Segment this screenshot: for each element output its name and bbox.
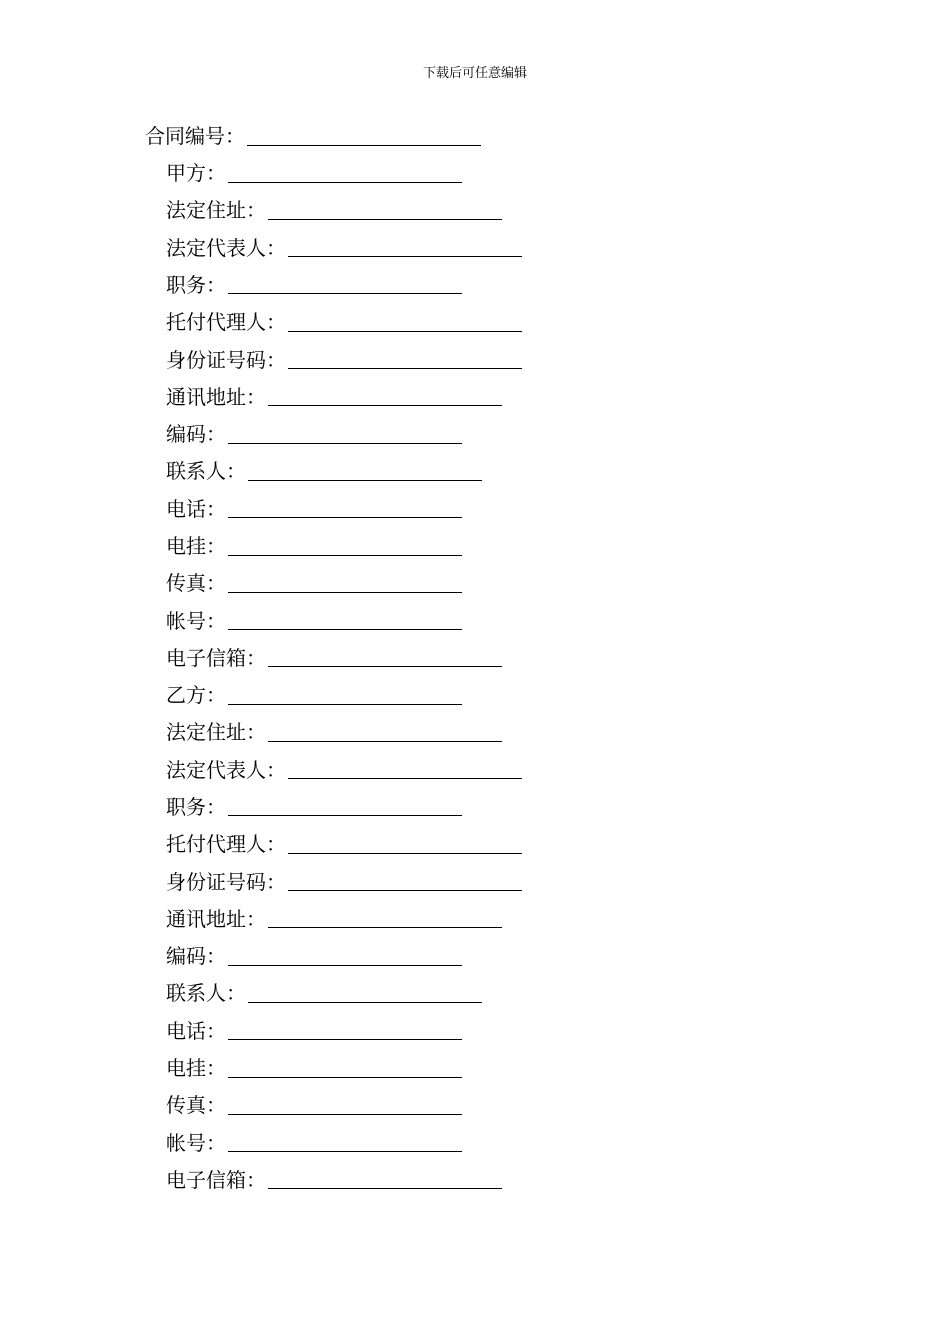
- party-a-field-row: [166, 640, 502, 677]
- party-b-field-row: [166, 677, 462, 714]
- party-b-field-label: 托付代理人：: [166, 832, 286, 857]
- party-b-field-label: 传真：: [166, 1093, 226, 1118]
- party-b-field-blank[interactable]: [228, 1076, 462, 1078]
- party-b-field-row: [166, 1050, 462, 1087]
- party-a-field-blank[interactable]: [228, 442, 462, 444]
- party-a-field-blank[interactable]: [288, 330, 522, 332]
- party-a-field-label: 电子信箱：: [166, 645, 266, 670]
- party-a-field-blank[interactable]: [268, 218, 502, 220]
- party-a-field-row: [166, 416, 462, 453]
- party-b-field-blank[interactable]: [228, 703, 462, 705]
- party-a-field-row: [166, 379, 502, 416]
- party-a-field-blank[interactable]: [268, 665, 502, 667]
- party-a-field-label: 甲方：: [166, 161, 226, 185]
- party-a-field-row: [166, 565, 462, 602]
- party-b-field-row: [166, 1013, 462, 1050]
- party-a-field-row: [166, 453, 482, 490]
- party-a-field-blank[interactable]: [228, 181, 462, 183]
- party-a-field-row: [166, 230, 522, 267]
- party-a-field-blank[interactable]: [288, 367, 522, 369]
- party-a-field-blank[interactable]: [268, 404, 502, 406]
- party-b-field-row: [166, 826, 522, 863]
- party-a-field-label: 通讯地址：: [166, 384, 266, 409]
- party-b-field-label: 帐号：: [166, 1130, 226, 1155]
- party-b-field-blank[interactable]: [268, 926, 502, 928]
- party-b-field-label: 身份证号码：: [166, 869, 286, 894]
- party-b-field-row: [166, 938, 462, 975]
- party-b-field-blank[interactable]: [228, 814, 462, 816]
- party-a-field-row: [166, 342, 522, 379]
- party-b-field-blank[interactable]: [288, 777, 522, 779]
- party-a-field-row: [166, 155, 462, 192]
- page-header-note: 下载后可任意编辑: [422, 66, 527, 81]
- party-a-field-row: [166, 491, 462, 528]
- party-b-field-row: [166, 752, 522, 789]
- party-a-field-blank[interactable]: [248, 479, 482, 481]
- party-a-field-label: 法定代表人：: [166, 235, 286, 260]
- party-a-field-blank[interactable]: [288, 255, 522, 257]
- party-a-field-row: [166, 267, 462, 304]
- party-b-field-label: 通讯地址：: [166, 906, 266, 931]
- party-b-field-blank[interactable]: [228, 1113, 462, 1115]
- party-b-field-blank[interactable]: [268, 740, 502, 742]
- party-a-field-label: 托付代理人：: [166, 310, 286, 335]
- party-a-field-blank[interactable]: [228, 292, 462, 294]
- party-b-field-blank[interactable]: [288, 889, 522, 891]
- party-a-field-label: 传真：: [166, 571, 226, 596]
- party-b-field-blank[interactable]: [248, 1001, 482, 1003]
- party-b-field-row: [166, 1087, 462, 1124]
- contract-number-blank[interactable]: [247, 144, 481, 146]
- party-a-field-row: [166, 192, 502, 229]
- party-b-field-blank[interactable]: [268, 1187, 502, 1189]
- party-a-field-label: 帐号：: [166, 608, 226, 633]
- party-a-field-blank[interactable]: [228, 591, 462, 593]
- party-b-field-blank[interactable]: [228, 964, 462, 966]
- party-b-field-row: [166, 1162, 502, 1199]
- party-b-field-label: 乙方：: [166, 683, 226, 707]
- party-a-field-blank[interactable]: [228, 516, 462, 518]
- party-a-field-row: [166, 304, 522, 341]
- party-b-field-label: 职务：: [166, 794, 226, 819]
- party-b-field-blank[interactable]: [228, 1038, 462, 1040]
- party-a-field-label: 职务：: [166, 272, 226, 297]
- party-b-field-label: 电子信箱：: [166, 1167, 266, 1192]
- party-b-field-row: [166, 1125, 462, 1162]
- party-a-field-label: 法定住址：: [166, 198, 266, 223]
- party-b-field-label: 法定住址：: [166, 720, 266, 745]
- party-a-field-label: 联系人：: [166, 459, 246, 484]
- party-b-field-label: 编码：: [166, 944, 226, 969]
- party-b-field-row: [166, 975, 482, 1012]
- party-b-field-blank[interactable]: [288, 852, 522, 854]
- party-a-field-blank[interactable]: [228, 628, 462, 630]
- party-b-field-label: 联系人：: [166, 981, 246, 1006]
- party-b-field-blank[interactable]: [228, 1150, 462, 1152]
- party-a-field-label: 身份证号码：: [166, 347, 286, 372]
- party-b-field-label: 电挂：: [166, 1056, 226, 1080]
- party-b-field-row: [166, 789, 462, 826]
- party-b-field-label: 电话：: [166, 1018, 226, 1043]
- party-b-field-row: [166, 714, 502, 751]
- party-a-field-label: 编码：: [166, 422, 226, 447]
- party-a-field-label: 电话：: [166, 496, 226, 521]
- party-a-field-label: 电挂：: [166, 534, 226, 558]
- contract-number-label: 合同编号：: [145, 124, 245, 148]
- contract-number-row: [145, 118, 481, 155]
- party-b-field-label: 法定代表人：: [166, 757, 286, 782]
- party-a-field-blank[interactable]: [228, 554, 462, 556]
- party-b-field-row: [166, 901, 502, 938]
- party-b-field-row: [166, 864, 522, 901]
- party-a-field-row: [166, 603, 462, 640]
- party-a-field-row: [166, 528, 462, 565]
